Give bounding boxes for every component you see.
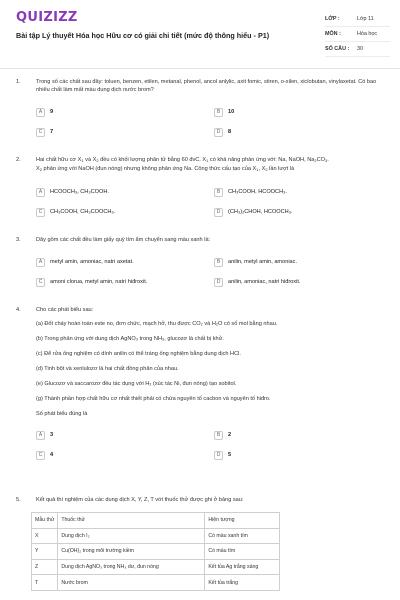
statement-g: (g) Thành phần hợp chất hữu cơ nhất thiết phải có chứa nguyên tố cacbon và nguyên tố hiđro. (36, 396, 271, 403)
option-a[interactable] (36, 106, 53, 118)
table-row (32, 528, 280, 544)
option-b[interactable] (214, 106, 234, 118)
table-cell: Kết tủa trắng (205, 575, 280, 591)
table-cell: Y (32, 544, 58, 560)
question-number: 1. (16, 79, 21, 85)
statement-b: (b) Trong phản ứng với dung dịch AgNO₃ trong NH₃, glucozơ là chất bị khử. (36, 336, 224, 343)
table-cell: Có màu xanh tím (205, 528, 280, 544)
option-b[interactable] (214, 256, 297, 268)
options-grid (36, 186, 388, 226)
quizizz-logo: QUIZIZZ (16, 10, 78, 25)
table-header-row (32, 513, 280, 529)
option-letter: C (36, 208, 45, 217)
table-header: Hiện tượng (205, 513, 280, 529)
worksheet-header (0, 0, 400, 69)
worksheet-meta (325, 12, 390, 57)
option-text: (CH₃)₂CHOH, HCOOCH₃. (228, 209, 293, 216)
table-cell: T (32, 575, 58, 591)
table-cell: Z (32, 559, 58, 575)
table-cell: Nước brom (58, 575, 205, 591)
option-text: CH₃COOH, HCOOCH₃. (228, 189, 287, 196)
question-4 (16, 306, 388, 469)
question-5 (16, 496, 388, 504)
option-text: anilin, amoniac, natri hiđroxit. (228, 279, 301, 286)
option-text: 3 (50, 432, 54, 439)
statement-c: (c) Để rửa ống nghiệm có dính anilin có thể tráng ống nghiệm bằng dung dịch HCl. (36, 351, 241, 358)
option-letter: B (214, 188, 223, 197)
question-2 (16, 156, 388, 226)
option-letter: A (36, 108, 45, 117)
table-cell: Kết tủa Ag trắng sáng (205, 559, 280, 575)
meta-value: 30 (357, 46, 363, 52)
question-3 (16, 236, 388, 296)
option-a[interactable] (36, 256, 134, 268)
question-number: 5. (16, 497, 21, 503)
option-letter: A (36, 258, 45, 267)
option-text: 9 (50, 109, 54, 116)
option-letter: A (36, 188, 45, 197)
option-text: anilin, metyl amin, amoniac. (228, 259, 298, 266)
table-cell: Dung dịch AgNO₃ trong NH₃ dư, đun nóng (58, 559, 205, 575)
option-letter: A (36, 431, 45, 440)
option-text: 2 (228, 432, 232, 439)
question-1 (16, 78, 388, 146)
option-c[interactable] (36, 206, 115, 218)
option-text: 4 (50, 452, 54, 459)
option-letter: D (214, 208, 223, 217)
question-number: 4. (16, 307, 21, 313)
statement-d: (d) Tinh bột và xenlulozơ là hai chất đồng phân của nhau. (36, 366, 179, 373)
options-grid (36, 256, 388, 296)
option-c[interactable] (36, 449, 53, 461)
option-b[interactable] (214, 429, 231, 441)
question-text: Hai chất hữu cơ $X_1$ và $X_2$ đều có khối lượng phân tử bằng 60 đvC. $X_1$ có khả năng phản ứng với: Na, NaOH, $Na_2CO_3$. $X_2$ phản ứng với NaOH (đun nóng) nhưng không phản ứng Na. Công thức cấu tạo của $X_1$, $X_2$ lần lượt là (36, 157, 329, 173)
option-letter: D (214, 278, 223, 287)
results-table (31, 512, 280, 591)
question-text: Cho các phát biểu sau: (36, 307, 94, 313)
option-text: amoni clorua, metyl amin, natri hiđroxit. (50, 279, 148, 286)
table-row (32, 575, 280, 591)
option-a[interactable] (36, 429, 53, 441)
option-letter: C (36, 451, 45, 460)
option-d[interactable] (214, 276, 300, 288)
worksheet-title: Bài tập Lý thuyết Hóa học Hữu cơ có giải chi tiết (mức độ thông hiểu - P1) (16, 31, 270, 40)
question-text: Dãy gồm các chất đều làm giấy quỳ tím ẩm chuyển sang màu xanh là: (36, 237, 211, 243)
question-number: 3. (16, 237, 21, 243)
option-c[interactable] (36, 126, 53, 138)
option-c[interactable] (36, 276, 147, 288)
question-text: Trong số các chất sau đây: toluen, benzen, etilen, metanal, phenol, ancol anlylic, axit fomic, stiren, o-xilen, xiclobutan, vinylaxetat. Có bao nhiêu chất làm mất màu dung dịch nước brom? (36, 79, 377, 94)
option-b[interactable] (214, 186, 287, 198)
table-cell: X (32, 528, 58, 544)
option-text: metyl amin, amoniac, natri axetat. (50, 259, 134, 266)
table-row (32, 544, 280, 560)
option-text: 8 (228, 129, 232, 136)
meta-row-subject (325, 27, 390, 42)
table-cell: Dung dịch I₂ (58, 528, 205, 544)
option-letter: C (36, 128, 45, 137)
option-text: 10 (228, 109, 235, 116)
option-letter: D (214, 451, 223, 460)
options-grid (36, 106, 388, 146)
option-text: 5 (228, 452, 232, 459)
option-letter: D (214, 128, 223, 137)
statement-question: Số phát biểu đúng là (36, 411, 88, 418)
meta-key: LỚP : (325, 16, 340, 22)
option-text: HCOOCH₃, CH₃COOH. (50, 189, 109, 196)
meta-value: Hóa học (357, 31, 378, 37)
statement-e: (e) Glucozơ và saccarozơ đều tác dụng với H₂ (xúc tác Ni, đun nóng) tạo sobitol. (36, 381, 237, 388)
option-letter: C (36, 278, 45, 287)
meta-row-class (325, 12, 390, 27)
option-d[interactable] (214, 449, 231, 461)
table-row (32, 559, 280, 575)
meta-key: SỐ CÂU : (325, 46, 350, 52)
option-d[interactable] (214, 206, 293, 218)
question-text: Kết quả thí nghiệm của các dung dịch X, Y, Z, T với thuốc thử được ghi ở bảng sau: (36, 497, 244, 503)
option-letter: B (214, 108, 223, 117)
option-letter: B (214, 258, 223, 267)
meta-value: Lớp 11 (357, 16, 374, 22)
option-text: 7 (50, 129, 54, 136)
meta-row-count (325, 42, 390, 57)
option-text: CH₃COOH, CH₃COOCH₃. (50, 209, 116, 216)
table-header: Thuốc thử (58, 513, 205, 529)
table-header: Mẫu thử (32, 513, 58, 529)
meta-key: MÔN : (325, 31, 341, 37)
option-letter: B (214, 431, 223, 440)
option-d[interactable] (214, 126, 231, 138)
options-grid (36, 429, 388, 469)
table-cell: Cu(OH)₂ trong môi trường kiềm (58, 544, 205, 560)
table-cell: Có màu tím (205, 544, 280, 560)
statement-a: (a) Đốt cháy hoàn toàn este no, đơn chức, mạch hở, thu được CO₂ và H₂O có số mol bằng nhau. (36, 321, 278, 328)
option-a[interactable] (36, 186, 109, 198)
question-number: 2. (16, 157, 21, 163)
